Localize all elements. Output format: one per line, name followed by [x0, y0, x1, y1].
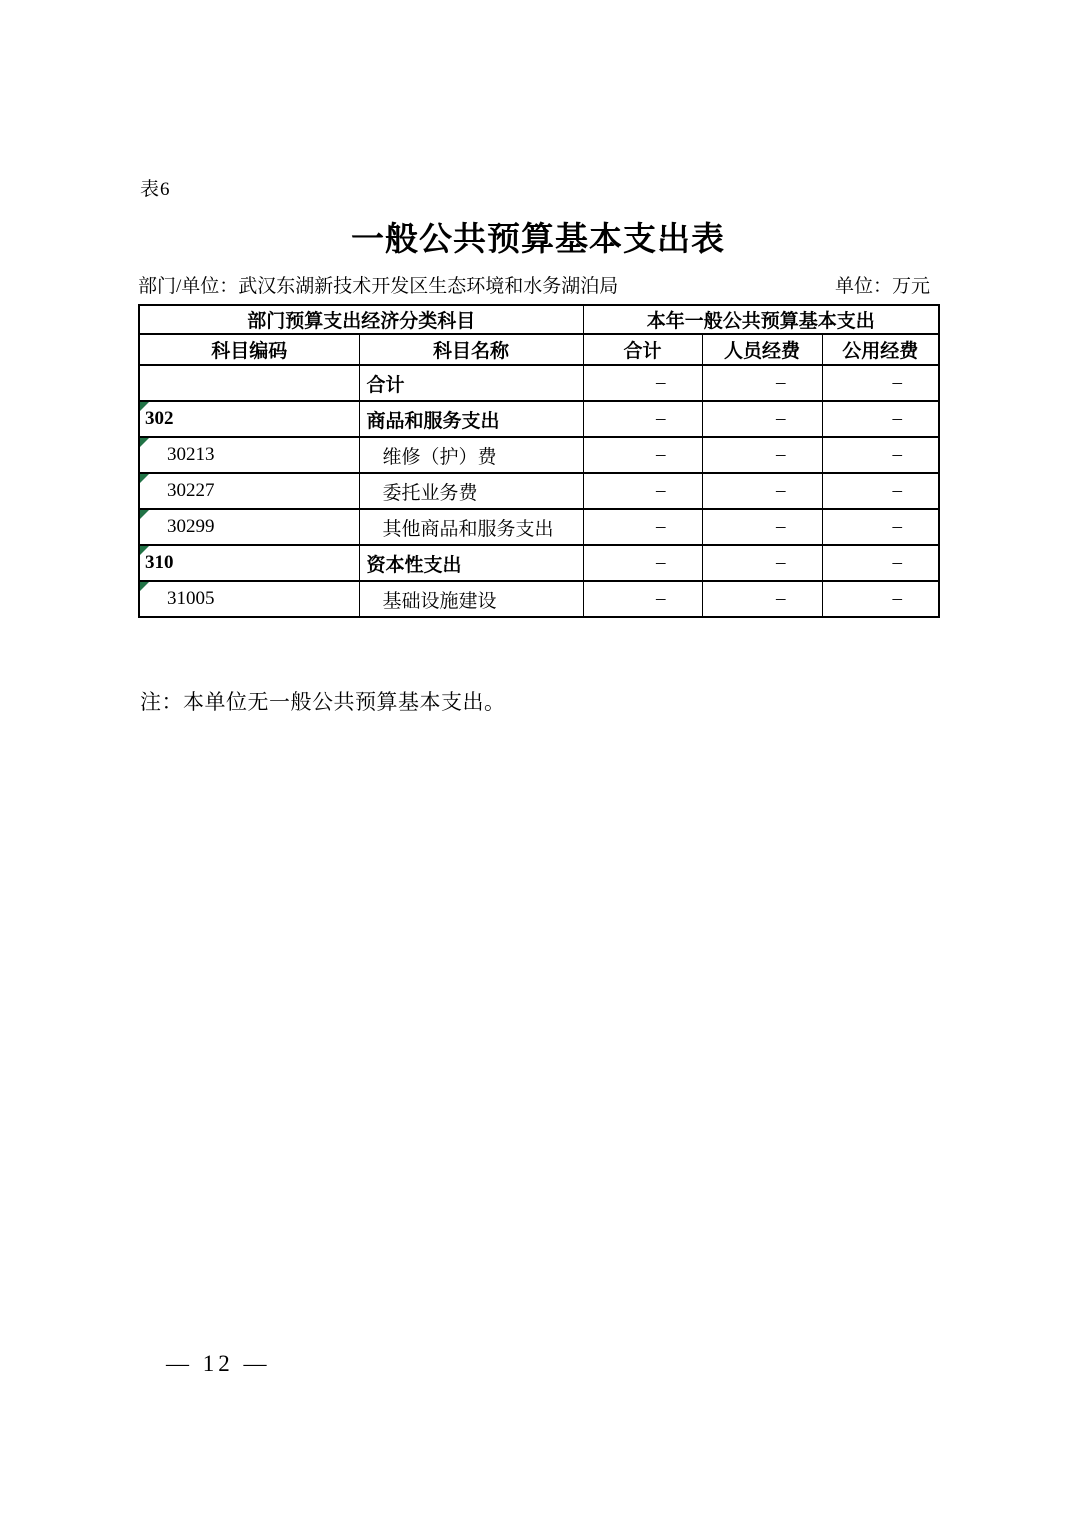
green-corner-flag-icon	[140, 438, 149, 447]
table-row	[139, 509, 939, 545]
column-header-name: 科目名称	[359, 334, 583, 365]
total-value-cell: –	[583, 401, 702, 437]
personnel-value-cell: –	[702, 473, 822, 509]
table-row	[139, 437, 939, 473]
total-value-cell: –	[583, 545, 702, 581]
code-cell: 30213	[139, 437, 359, 473]
total-value-cell: –	[583, 365, 702, 401]
total-value-cell: –	[583, 473, 702, 509]
table-note: 注：本单位无一般公共预算基本支出。	[140, 690, 506, 714]
table-row	[139, 401, 939, 437]
code-cell: 30227	[139, 473, 359, 509]
page-number: — 12 —	[166, 1351, 271, 1376]
page-title: 一般公共预算基本支出表	[351, 222, 725, 258]
personnel-value-cell: –	[702, 581, 822, 617]
table-row	[139, 545, 939, 581]
green-corner-flag-icon	[140, 546, 149, 555]
table-column-header-row	[139, 334, 939, 365]
personnel-value-cell: –	[702, 509, 822, 545]
personnel-value-cell: –	[702, 365, 822, 401]
column-header-total: 合计	[583, 334, 702, 365]
department-unit-label: 部门/单位：武汉东湖新技术开发区生态环境和水务湖泊局	[138, 276, 619, 297]
personnel-value-cell: –	[702, 401, 822, 437]
table-row	[139, 473, 939, 509]
name-cell: 委托业务费	[359, 473, 583, 509]
green-corner-flag-icon	[140, 402, 149, 411]
code-cell: 31005	[139, 581, 359, 617]
group-header-expenditure: 本年一般公共预算基本支出	[583, 305, 939, 334]
group-header-classification: 部门预算支出经济分类科目	[139, 305, 583, 334]
budget-table	[138, 304, 940, 618]
public-value-cell: –	[822, 401, 939, 437]
public-value-cell: –	[822, 545, 939, 581]
table-label: 表6	[140, 179, 171, 200]
total-value-cell: –	[583, 581, 702, 617]
currency-unit-label: 单位：万元	[834, 276, 930, 297]
public-value-cell: –	[822, 365, 939, 401]
table-row	[139, 581, 939, 617]
personnel-value-cell: –	[702, 545, 822, 581]
name-cell: 维修（护）费	[359, 437, 583, 473]
code-cell: 302	[139, 401, 359, 437]
code-cell: 310	[139, 545, 359, 581]
public-value-cell: –	[822, 473, 939, 509]
table-group-header-row	[139, 305, 939, 334]
column-header-code: 科目编码	[139, 334, 359, 365]
public-value-cell: –	[822, 509, 939, 545]
green-corner-flag-icon	[140, 474, 149, 483]
total-value-cell: –	[583, 509, 702, 545]
total-value-cell: –	[583, 437, 702, 473]
column-header-public: 公用经费	[822, 334, 939, 365]
code-cell: 30299	[139, 509, 359, 545]
table-row	[139, 365, 939, 401]
public-value-cell: –	[822, 437, 939, 473]
table-meta-row	[138, 271, 938, 298]
name-cell: 其他商品和服务支出	[359, 509, 583, 545]
column-header-personnel: 人员经费	[702, 334, 822, 365]
name-cell: 资本性支出	[359, 545, 583, 581]
personnel-value-cell: –	[702, 437, 822, 473]
code-cell	[139, 365, 359, 401]
public-value-cell: –	[822, 581, 939, 617]
name-cell: 基础设施建设	[359, 581, 583, 617]
name-cell: 合计	[359, 365, 583, 401]
green-corner-flag-icon	[140, 582, 149, 591]
green-corner-flag-icon	[140, 510, 149, 519]
name-cell: 商品和服务支出	[359, 401, 583, 437]
